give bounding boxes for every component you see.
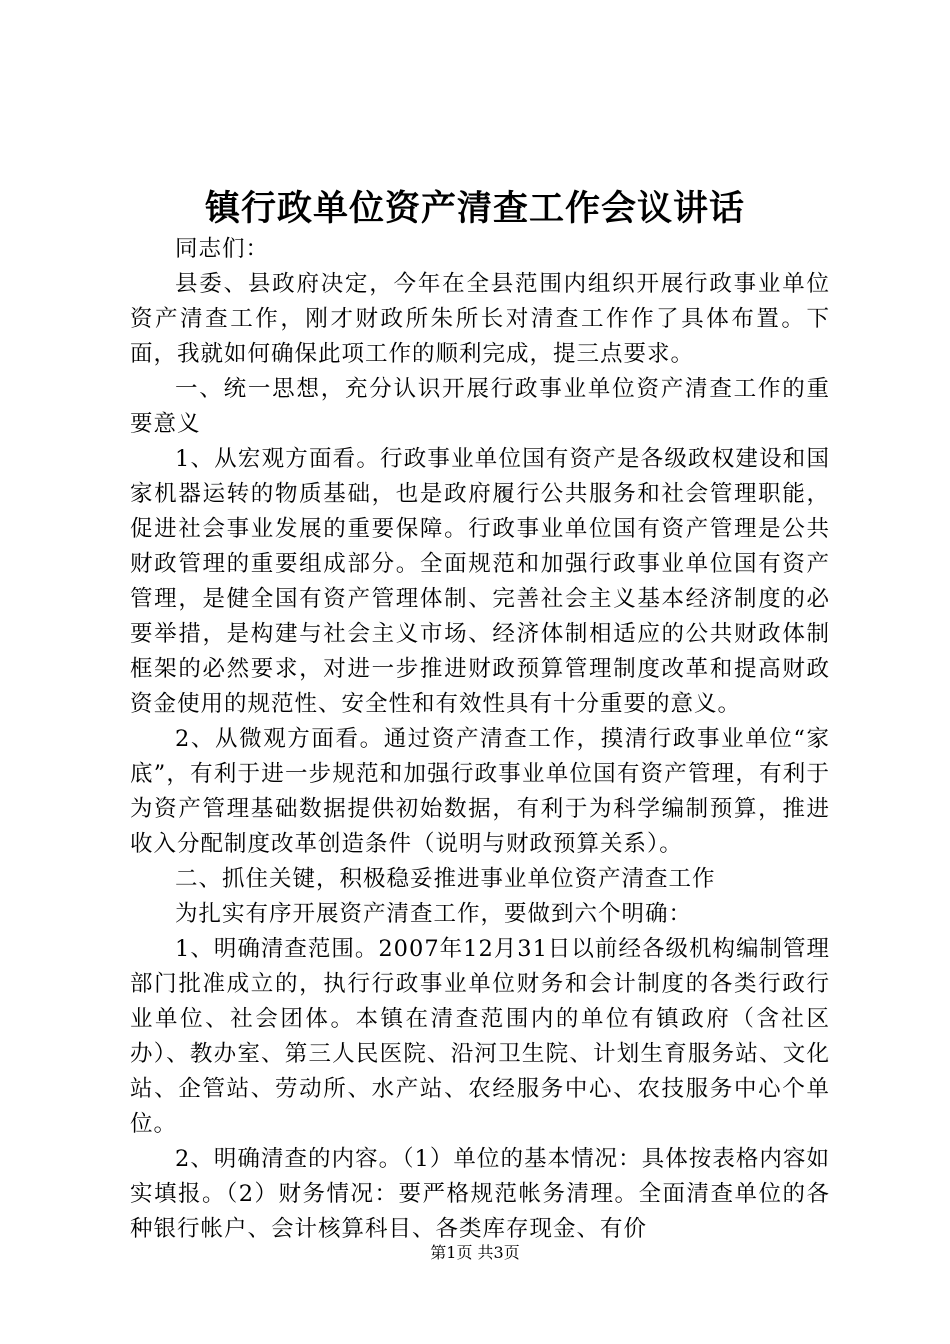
paragraph-macro: 1、从宏观方面看。行政事业单位国有资产是各级政权建设和国家机器运转的物质基础，也是政府履行公共服务和社会管理职能，促进社会事业发展的重要保障。行政事业单位国有资产管理是公共财政管理的重要组成部分。全面规范和加强行政事业单位国有资产管理，是健全国有资产管理体制、完善社会主义基本经济制度的必要举措，是构建与社会主义市场、经济体制相适应的公共财政体制框架的必然要求，对进一步推进财政预算管理制度改革和提高财政资金使用的规范性、安全性和有效性具有十分重要的意义。 [130,446,830,717]
paragraph-intro: 县委、县政府决定，今年在全县范围内组织开展行政事业单位资产清查工作，刚才财政所朱所长对清查工作作了具体布置。下面，我就如何确保此项工作的顺利完成，提三点要求。 [130,271,830,367]
paragraph-salutation: 同志们： [175,236,270,262]
page-footer: 第1页 共3页 [430,1243,520,1262]
paragraph-scope: 1、明确清查范围。2007年12月31日以前经各级机构编制管理部门批准成立的，执行行政事业单位财务和会计制度的各类行政行业单位、社会团体。本镇在清查范围内的单位有镇政府（含社区办）、教办室、第三人民医院、沿河卫生院、计划生育服务站、文化站、企管站、劳动所、水产站、农经服务中心、农技服务中心个单位。 [130,936,830,1137]
section-heading-2: 二、抓住关键，积极稳妥推进事业单位资产清查工作 [175,866,716,892]
section-heading-1: 一、统一思想，充分认识开展行政事业单位资产清查工作的重要意义 [130,376,830,437]
paragraph-six-points: 为扎实有序开展资产清查工作，要做到六个明确： [175,901,693,927]
paragraph-content: 2、明确清查的内容。（1）单位的基本情况：具体按表格内容如实填报。（2）财务情况：要严格规范帐务清理。全面清查单位的各种银行帐户、会计核算科目、各类库存现金、有价 [130,1146,830,1242]
paragraph-micro: 2、从微观方面看。通过资产清查工作，摸清行政事业单位“家底”，有利于进一步规范和加强行政事业单位国有资产管理，有利于为资产管理基础数据提供初始数据，有利于为科学编制预算，推进收入分配制度改革创造条件（说明与财政预算关系）。 [130,726,830,857]
document-title: 镇行政单位资产清查工作会议讲话 [204,188,745,229]
document-body [130,232,830,1247]
